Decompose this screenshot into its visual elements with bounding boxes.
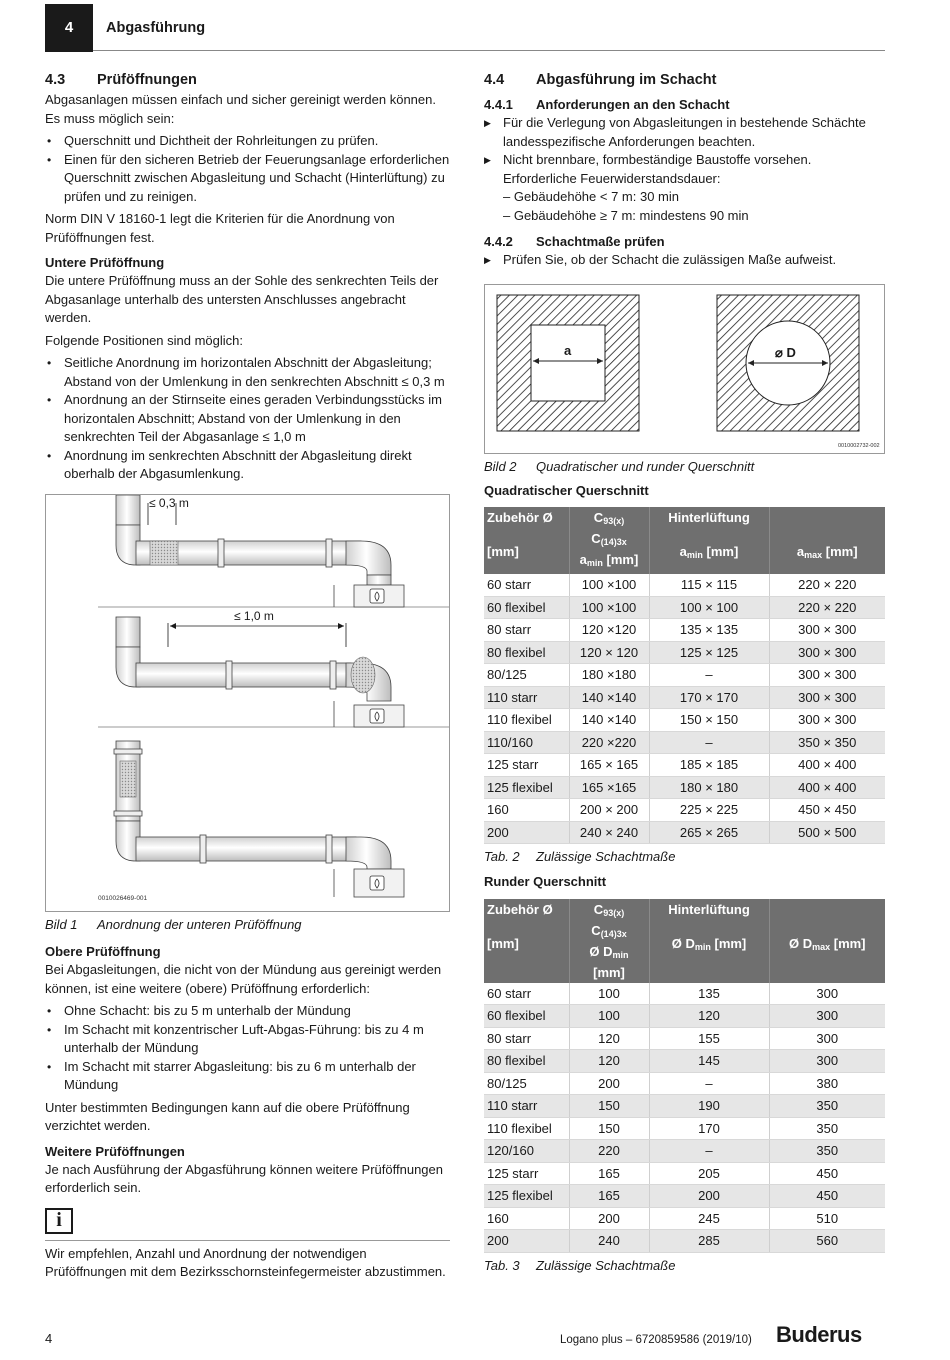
table-cell: 100 (569, 1005, 649, 1028)
table-row (484, 1140, 885, 1163)
table-cell: 400 × 400 (769, 776, 885, 799)
section-title: Prüföffnungen (97, 72, 197, 88)
pipe-diagram-svg (46, 495, 449, 911)
table-cell: 190 (649, 1095, 769, 1118)
table-cell: 300 × 300 (769, 619, 885, 642)
table-cell: 400 × 400 (769, 754, 885, 777)
caption-number: Bild 2 (484, 458, 517, 474)
positions-list (45, 354, 450, 484)
caption-number: Tab. 3 (484, 1257, 520, 1273)
table-cell: 155 (649, 1027, 769, 1050)
column-header: Zubehör Ø [mm] (484, 899, 569, 983)
info-text: Wir empfehlen, Anzahl und Anordnung der notwendigen Prüföffnungen mit dem Bezirksschornsteinfegermeister abzustimmen. (45, 1245, 446, 1279)
list-item: ▶ Nicht brennbare, formbeständige Baustoffe vorsehen. (484, 151, 885, 170)
table-cell: 165 (569, 1162, 649, 1185)
table-cell: 170 × 170 (649, 686, 769, 709)
table-cell: 110 flexibel (484, 709, 569, 732)
table-cell: 140 ×140 (569, 709, 649, 732)
table-cell: 80 flexibel (484, 641, 569, 664)
chapter-title: Abgasführung (106, 20, 206, 36)
table-cell: 150 (569, 1117, 649, 1140)
list-item: • Im Schacht mit konzentrischer Luft-Abgas-Führung: bis zu 4 m unterhalb der Mündung (45, 1021, 450, 1058)
table-cell: 165 × 165 (569, 754, 649, 777)
list-item: • Anordnung an der Stirnseite eines geraden Verbindungsstücks im horizontalen Abschnitt; Abstand von der Umlenkung in den senkrechten Teil der Abgasanlage ≤ 1,0 m (45, 391, 450, 447)
column-header: Hinterlüftung Ø $D_{min}$ [mm] (649, 899, 769, 983)
left-column (45, 70, 450, 1286)
table-cell: 120 × 120 (569, 641, 649, 664)
caption-text: Zulässige Schachtmaße (536, 849, 676, 864)
caption-number: Bild 1 (45, 916, 78, 932)
table-row (484, 983, 885, 1005)
table-cell: 145 (649, 1050, 769, 1073)
table-cell: 140 ×140 (569, 686, 649, 709)
section-4-4-heading (484, 70, 885, 90)
table-cell: – (649, 1140, 769, 1163)
table-cell: – (649, 731, 769, 754)
table-row (484, 1050, 885, 1073)
figure-code: 0010026469-001 (98, 894, 148, 902)
table-cell: 120 (649, 1005, 769, 1028)
dimension-a-label: a (564, 342, 572, 358)
round-table-body (484, 983, 885, 1253)
table-cell: 115 × 115 (649, 574, 769, 596)
table-cell: 265 × 265 (649, 821, 769, 844)
list-item: • Ohne Schacht: bis zu 5 m unterhalb der Mündung (45, 1002, 450, 1021)
table-cell: 350 × 350 (769, 731, 885, 754)
section-number: 4.4.2 (484, 234, 513, 249)
table-cell: 125 starr (484, 754, 569, 777)
table-cell: 60 flexibel (484, 1005, 569, 1028)
table-cell: 120 (569, 1027, 649, 1050)
table-row (484, 596, 885, 619)
dimension-d-label: ⌀ D (775, 344, 796, 360)
fire-resistance-block (484, 170, 885, 226)
figure-1-pipe-diagram (45, 494, 450, 912)
figure-2-caption (484, 458, 885, 477)
table-3-caption (484, 1257, 885, 1276)
list-item: • Seitliche Anordnung im horizontalen Abschnitt der Abgasleitung; Abstand von der Umlenkung in den senkrechten Abschnitt ≤ 0,3 m (45, 354, 450, 391)
norm-text: Norm DIN V 18160-1 legt die Kriterien für die Anordnung von Prüföffnungen fest. (45, 211, 395, 245)
table-cell: 350 (769, 1140, 885, 1163)
list-item: ▶ Prüfen Sie, ob der Schacht die zulässigen Maße aufweist. (484, 251, 885, 270)
round-section-heading: Runder Querschnitt (484, 873, 607, 889)
check-list (484, 251, 885, 270)
table-cell: 200 (484, 1230, 569, 1253)
distance-label-top: ≤ 0,3 m (149, 495, 189, 510)
column-header: Hinterlüftung $a_{min}$ [mm] (649, 507, 769, 574)
lower-opening-heading: Untere Prüföffnung (45, 255, 165, 270)
table-cell: 510 (769, 1207, 885, 1230)
table-cell: 560 (769, 1230, 885, 1253)
table-cell: 200 × 200 (569, 799, 649, 822)
table-row (484, 686, 885, 709)
table-cell: 120 (569, 1050, 649, 1073)
intro-text: Abgasanlagen müssen einfach und sicher gereinigt werden können. Es muss möglich sein: (45, 92, 436, 126)
table-row (484, 1117, 885, 1140)
table-row (484, 1207, 885, 1230)
fire-intro: Erforderliche Feuerwiderstandsdauer: (503, 170, 721, 186)
table-row (484, 1095, 885, 1118)
table-cell: 60 starr (484, 983, 569, 1005)
table-row (484, 1185, 885, 1208)
table-cell: 300 × 300 (769, 641, 885, 664)
table-cell: 220 (569, 1140, 649, 1163)
table-row (484, 664, 885, 687)
column-header: $C_{93(x)}$ $C_{(14)3x}$ Ø $D_{min}$ [mm] (569, 899, 649, 983)
table-cell: 80/125 (484, 664, 569, 687)
table-cell: 80 flexibel (484, 1050, 569, 1073)
section-title: Abgasführung im Schacht (536, 72, 717, 88)
caption-number: Tab. 2 (484, 849, 520, 864)
figure-1-caption (45, 916, 450, 935)
table-cell: 300 × 300 (769, 664, 885, 687)
list-item: • Einen für den sicheren Betrieb der Feuerungsanlage erforderlichen Querschnitt zwischen Abgasleitung und Schacht (Hinterlüftung) zu prüfen und zu reinigen. (45, 151, 450, 207)
table-cell: 300 (769, 1050, 885, 1073)
table-cell: 245 (649, 1207, 769, 1230)
table-cell: 450 (769, 1162, 885, 1185)
table-row (484, 776, 885, 799)
table-cell: 120/160 (484, 1140, 569, 1163)
table-cell: 205 (649, 1162, 769, 1185)
positions-intro: Folgende Positionen sind möglich: (45, 332, 244, 348)
section-title: Schachtmaße prüfen (536, 234, 665, 249)
column-header: $C_{93(x)}$ $C_{(14)3x}$ $a_{min}$ [mm] (569, 507, 649, 574)
table-cell: 120 ×120 (569, 619, 649, 642)
cross-section-svg (485, 285, 884, 453)
table-cell: 100 ×100 (569, 574, 649, 596)
lower-opening-text: Die untere Prüföffnung muss an der Sohle des senkrechten Teils der Abgasanlage unterhalb des untersten Anschlusses angebracht werden. (45, 273, 439, 325)
table-row (484, 574, 885, 596)
table-cell: 300 (769, 983, 885, 1005)
fire-line: – Gebäudehöhe ≥ 7 m: mindestens 90 min (503, 207, 749, 223)
table-cell: 450 × 450 (769, 799, 885, 822)
upper-opening-text: Bei Abgasleitungen, die nicht von der Mündung aus gereinigt werden können, ist eine weitere (obere) Prüföffnung erforderlich: (45, 962, 442, 996)
list-item: ▶ Für die Verlegung von Abgasleitungen in bestehende Schächte landesspezifische Anforderungen beachten. (484, 114, 885, 151)
figure-2-cross-sections (484, 284, 885, 454)
table-cell: 225 × 225 (649, 799, 769, 822)
table-cell: 240 × 240 (569, 821, 649, 844)
header-divider (93, 50, 885, 51)
table-cell: 125 flexibel (484, 1185, 569, 1208)
table-cell: 165 (569, 1185, 649, 1208)
section-number: 4.4.1 (484, 97, 513, 112)
table-cell: 220 × 220 (769, 574, 885, 596)
column-header: Ø $D_{max}$ [mm] (769, 899, 885, 983)
table-cell: 110 starr (484, 686, 569, 709)
table-cell: 100 × 100 (649, 596, 769, 619)
info-divider (45, 1240, 450, 1241)
table-row (484, 641, 885, 664)
list-item: • Querschnitt und Dichtheit der Rohrleitungen zu prüfen. (45, 132, 450, 151)
table-cell: – (649, 664, 769, 687)
section-4-3-heading (45, 70, 450, 90)
table-cell: 80/125 (484, 1072, 569, 1095)
table-cell: 300 × 300 (769, 686, 885, 709)
table-cell: 200 (569, 1072, 649, 1095)
table-row (484, 1027, 885, 1050)
table-cell: 125 starr (484, 1162, 569, 1185)
table-cell: 150 × 150 (649, 709, 769, 732)
table-cell: 180 × 180 (649, 776, 769, 799)
table-cell: 285 (649, 1230, 769, 1253)
brand-logo: Buderus (776, 1322, 862, 1347)
table-cell: 160 (484, 799, 569, 822)
square-section-heading: Quadratischer Querschnitt (484, 483, 649, 498)
table-cell: 380 (769, 1072, 885, 1095)
table-cell: 100 (569, 983, 649, 1005)
table-cell: 450 (769, 1185, 885, 1208)
table-cell: 110 flexibel (484, 1117, 569, 1140)
upper-note: Unter bestimmten Bedingungen kann auf die obere Prüföffnung verzichtet werden. (45, 1099, 410, 1133)
further-openings-heading: Weitere Prüföffnungen (45, 1143, 185, 1159)
square-dimensions-table (484, 507, 885, 844)
table-cell: 220 × 220 (769, 596, 885, 619)
table-cell: 350 (769, 1095, 885, 1118)
upper-opening-heading: Obere Prüföffnung (45, 944, 161, 959)
table-cell: 60 starr (484, 574, 569, 596)
table-cell: 220 ×220 (569, 731, 649, 754)
chapter-number: 4 (45, 4, 93, 52)
further-openings-text: Je nach Ausführung der Abgasführung können weitere Prüföffnungen erforderlich sein. (45, 1161, 443, 1195)
column-header: Zubehör Ø [mm] (484, 507, 569, 574)
table-cell: 200 (649, 1185, 769, 1208)
table-2-caption (484, 848, 885, 867)
table-cell: 180 ×180 (569, 664, 649, 687)
table-row (484, 1005, 885, 1028)
table-cell: 100 ×100 (569, 596, 649, 619)
info-icon: i (45, 1208, 73, 1234)
table-row (484, 709, 885, 732)
section-title: Anforderungen an den Schacht (536, 97, 730, 112)
table-cell: 350 (769, 1117, 885, 1140)
table-cell: 110 starr (484, 1095, 569, 1118)
table-cell: 60 flexibel (484, 596, 569, 619)
table-row (484, 1162, 885, 1185)
table-cell: 300 (769, 1005, 885, 1028)
table-cell: 135 × 135 (649, 619, 769, 642)
table-row (484, 754, 885, 777)
table-cell: 200 (484, 821, 569, 844)
document-reference: Logano plus – 6720859586 (2019/10) (560, 1334, 752, 1346)
table-cell: 240 (569, 1230, 649, 1253)
table-row (484, 1072, 885, 1095)
intro-bullet-list (45, 132, 450, 206)
fire-line: – Gebäudehöhe < 7 m: 30 min (503, 189, 679, 204)
requirements-list (484, 114, 885, 170)
table-cell: 300 (769, 1027, 885, 1050)
caption-text: Quadratischer und runder Querschnitt (536, 458, 755, 474)
section-number: 4.4 (484, 72, 505, 88)
table-cell: 185 × 185 (649, 754, 769, 777)
section-4-4-1-heading (484, 96, 885, 114)
list-item: • Im Schacht mit starrer Abgasleitung: bis zu 6 m unterhalb der Mündung (45, 1058, 450, 1095)
table-row (484, 821, 885, 844)
table-row (484, 619, 885, 642)
right-column (484, 70, 885, 1275)
list-item: • Anordnung im senkrechten Abschnitt der Abgasleitung direkt oberhalb der Abgasumlenkung. (45, 447, 450, 484)
table-cell: 135 (649, 983, 769, 1005)
figure-code: 0010002732-002 (838, 442, 880, 449)
table-cell: 500 × 500 (769, 821, 885, 844)
table-cell: 160 (484, 1207, 569, 1230)
table-row (484, 731, 885, 754)
table-row (484, 799, 885, 822)
table-cell: 170 (649, 1117, 769, 1140)
table-cell: – (649, 1072, 769, 1095)
table-cell: 125 × 125 (649, 641, 769, 664)
table-cell: 110/160 (484, 731, 569, 754)
section-number: 4.3 (45, 72, 66, 88)
table-cell: 80 starr (484, 619, 569, 642)
caption-text: Anordnung der unteren Prüföffnung (97, 916, 302, 932)
table-cell: 300 × 300 (769, 709, 885, 732)
page-number: 4 (45, 1331, 53, 1346)
table-row (484, 1230, 885, 1253)
column-header: $a_{max}$ [mm] (769, 507, 885, 574)
table-cell: 150 (569, 1095, 649, 1118)
table-cell: 165 ×165 (569, 776, 649, 799)
round-dimensions-table (484, 899, 885, 1253)
table-cell: 125 flexibel (484, 776, 569, 799)
distance-label-mid: ≤ 1,0 m (234, 608, 274, 623)
table-cell: 80 starr (484, 1027, 569, 1050)
square-table-body (484, 574, 885, 844)
upper-bullet-list (45, 1002, 450, 1095)
table-cell: 200 (569, 1207, 649, 1230)
caption-text: Zulässige Schachtmaße (536, 1257, 676, 1273)
section-4-4-2-heading (484, 233, 885, 251)
